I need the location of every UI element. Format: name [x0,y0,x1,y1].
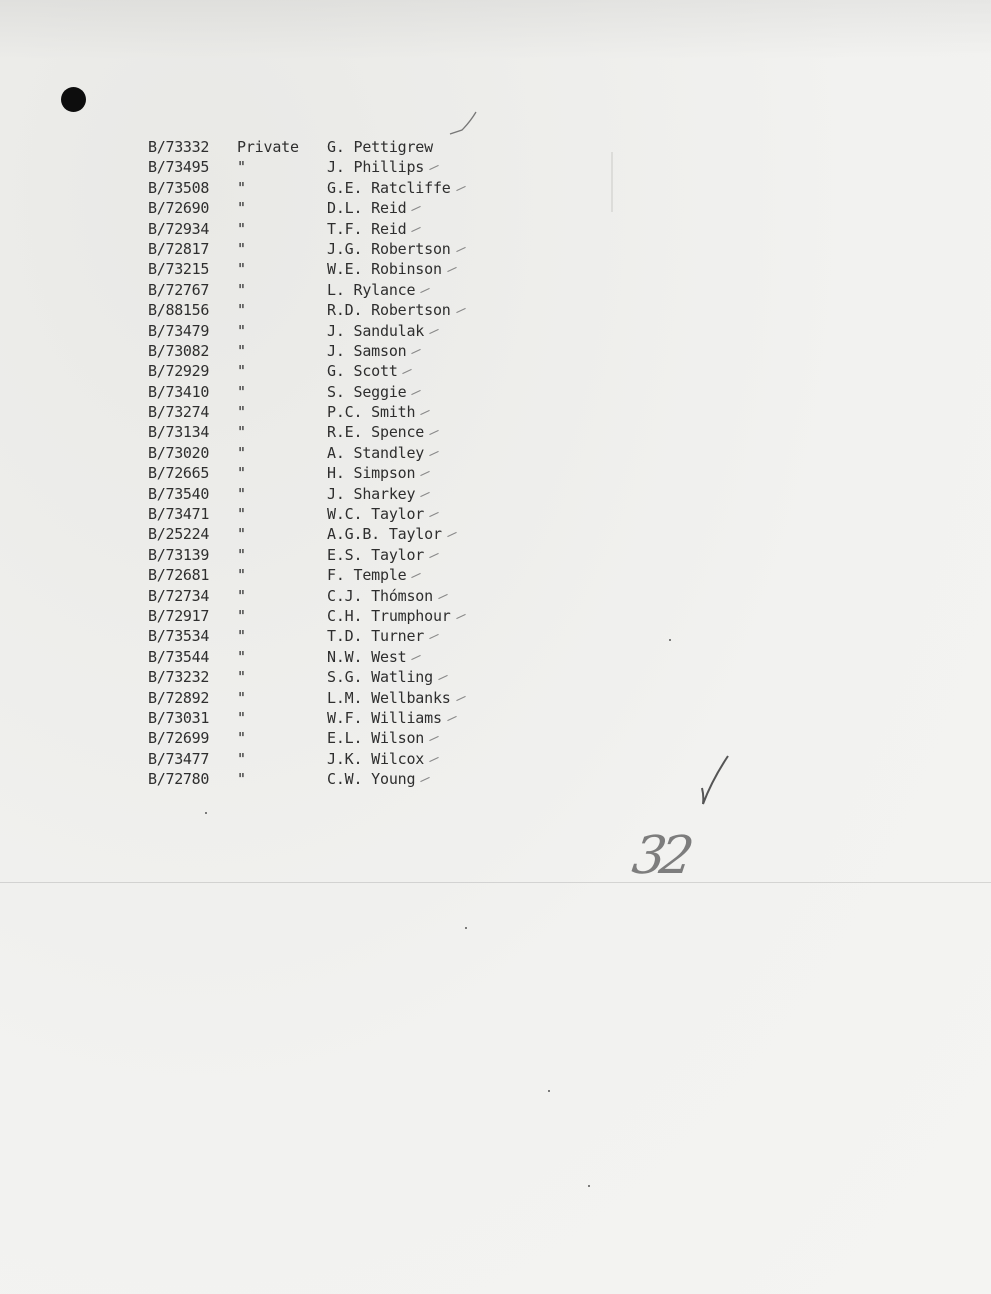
soldier-name: W.F. Williams [327,708,442,727]
roster-row [146,606,486,626]
tick-mark-icon [411,655,420,660]
tick-mark-icon [411,226,420,231]
soldier-name: G. Pettigrew [327,138,433,156]
roster-row [146,688,486,708]
speck [205,812,207,814]
tick-mark-icon [457,308,466,313]
service-number: B/73232 [148,668,210,687]
service-number: B/72780 [148,770,210,789]
roster-row [146,341,486,361]
soldier-name: C.W. Young [327,770,416,789]
tick-mark-icon [438,594,447,599]
service-number: B/73495 [148,158,210,177]
soldier-name: P.C. Smith [327,403,416,422]
tick-mark-icon [448,108,478,138]
punch-hole [61,87,86,112]
tick-mark-icon [438,675,447,680]
rank: " [237,423,246,442]
soldier-name: J. Phillips [327,158,425,177]
rank: " [237,178,246,197]
soldier-name: J. Samson [327,341,407,360]
soldier-name: S.G. Watling [327,668,433,687]
roster-row [146,708,486,728]
tick-mark-icon [429,430,438,435]
rank: " [237,464,246,483]
service-number: B/72734 [148,586,210,605]
rank: " [237,443,246,462]
service-number: B/73477 [148,749,210,768]
soldier-name: S. Seggie [327,382,407,401]
service-number: B/72665 [148,464,210,483]
tick-mark-icon [420,288,429,293]
roster-row [146,626,486,646]
roster-row [146,749,486,769]
service-number: B/72681 [148,566,210,585]
service-number: B/88156 [148,301,210,320]
soldier-name: G.E. Ratcliffe [327,178,451,197]
service-number: B/73082 [148,341,210,360]
tick-mark-icon [429,512,438,517]
soldier-name: C.J. Thómson [327,586,433,605]
tick-mark-icon [402,369,411,374]
service-number: B/72699 [148,729,210,748]
service-number: B/73544 [148,647,210,666]
roster-row [146,280,486,300]
soldier-name: J.K. Wilcox [327,749,425,768]
service-number: B/73139 [148,545,210,564]
rank: " [237,749,246,768]
roster-row [146,524,486,544]
roster-row [146,769,486,789]
roster-row [146,422,486,442]
soldier-name: A. Standley [327,443,425,462]
roster-row [146,484,486,504]
tick-mark-icon [429,736,438,741]
soldier-name: D.L. Reid [327,199,407,218]
rank: " [237,341,246,360]
roster-row [146,382,486,402]
roster-row [146,198,486,218]
handwritten-count: 32 [628,826,692,886]
tick-mark-icon [429,553,438,558]
service-number: B/72817 [148,239,210,258]
service-number: B/73020 [148,443,210,462]
speck [669,639,671,641]
soldier-name: F. Temple [327,566,407,585]
service-number: B/73540 [148,484,210,503]
roster-row [146,647,486,667]
rank: " [237,484,246,503]
speck [465,927,467,929]
rank: " [237,729,246,748]
roster-row [146,157,486,177]
roster-row [146,443,486,463]
service-number: B/72767 [148,280,210,299]
soldier-name: G. Scott [327,362,398,381]
roster-row [146,402,486,422]
soldier-name: E.S. Taylor [327,545,425,564]
service-number: B/73508 [148,178,210,197]
service-number: B/25224 [148,525,210,544]
speck [548,1090,550,1092]
service-number: B/72934 [148,219,210,238]
roster-row [146,463,486,483]
roster-row [146,239,486,259]
service-number: B/72892 [148,688,210,707]
soldier-name: E.L. Wilson [327,729,425,748]
soldier-name: H. Simpson [327,464,416,483]
service-number: B/73215 [148,260,210,279]
rank: " [237,525,246,544]
tick-mark-icon [457,186,466,191]
rank: " [237,280,246,299]
tick-mark-icon [420,777,429,782]
tick-mark-icon [448,267,457,272]
soldier-name: L.M. Wellbanks [327,688,451,707]
service-number: B/73410 [148,382,210,401]
tick-mark-icon [411,206,420,211]
soldier-name: J. Sandulak [327,321,425,340]
tick-mark-icon [429,757,438,762]
service-number: B/73479 [148,321,210,340]
roster-row [146,361,486,381]
roster-row [146,137,486,157]
tick-mark-icon [429,451,438,456]
rank: " [237,158,246,177]
rank: " [237,566,246,585]
tick-mark-icon [457,614,466,619]
soldier-name: R.D. Robertson [327,301,451,320]
tick-mark-icon [420,471,429,476]
rank: " [237,403,246,422]
rank: " [237,321,246,340]
crease-mark [611,152,613,212]
rank: " [237,606,246,625]
rank: " [237,708,246,727]
tick-mark-icon [420,492,429,497]
rank: Private [237,138,299,156]
roster-row [146,565,486,585]
rank: " [237,627,246,646]
roster-row [146,178,486,198]
soldier-name: T.D. Turner [327,627,425,646]
roster-list [146,137,486,790]
soldier-name: T.F. Reid [327,219,407,238]
tick-mark-icon [448,532,457,537]
tick-mark-icon [411,390,420,395]
tick-mark-icon [429,165,438,170]
tick-mark-icon [429,328,438,333]
roster-row [146,586,486,606]
rank: " [237,199,246,218]
roster-row [146,545,486,565]
tick-mark-icon [457,695,466,700]
soldier-name: W.C. Taylor [327,505,425,524]
soldier-name: N.W. West [327,647,407,666]
tick-mark-icon [411,349,420,354]
rank: " [237,239,246,258]
tick-mark-icon [420,410,429,415]
service-number: B/72917 [148,606,210,625]
rank: " [237,688,246,707]
service-number: B/73274 [148,403,210,422]
soldier-name: L. Rylance [327,280,416,299]
rank: " [237,505,246,524]
soldier-name: J.G. Robertson [327,239,451,258]
rank: " [237,586,246,605]
rank: " [237,647,246,666]
service-number: B/72929 [148,362,210,381]
soldier-name: R.E. Spence [327,423,425,442]
roster-row [146,667,486,687]
rank: " [237,382,246,401]
tick-mark-icon [429,634,438,639]
service-number: B/73471 [148,505,210,524]
service-number: B/73332 [148,138,210,156]
service-number: B/73534 [148,627,210,646]
rank: " [237,260,246,279]
check-mark-icon [694,752,734,812]
roster-row [146,219,486,239]
service-number: B/72690 [148,199,210,218]
soldier-name: J. Sharkey [327,484,416,503]
tick-mark-icon [411,573,420,578]
rank: " [237,668,246,687]
soldier-name: C.H. Trumphour [327,606,451,625]
service-number: B/73134 [148,423,210,442]
roster-row [146,504,486,524]
speck [588,1185,590,1187]
roster-row [146,321,486,341]
tick-mark-icon [448,716,457,721]
fold-line [0,882,991,883]
tick-mark-icon [457,247,466,252]
roster-row [146,300,486,320]
service-number: B/73031 [148,708,210,727]
roster-row [146,259,486,279]
rank: " [237,301,246,320]
rank: " [237,362,246,381]
rank: " [237,545,246,564]
soldier-name: W.E. Robinson [327,260,442,279]
rank: " [237,770,246,789]
rank: " [237,219,246,238]
roster-row [146,728,486,748]
soldier-name: A.G.B. Taylor [327,525,442,544]
